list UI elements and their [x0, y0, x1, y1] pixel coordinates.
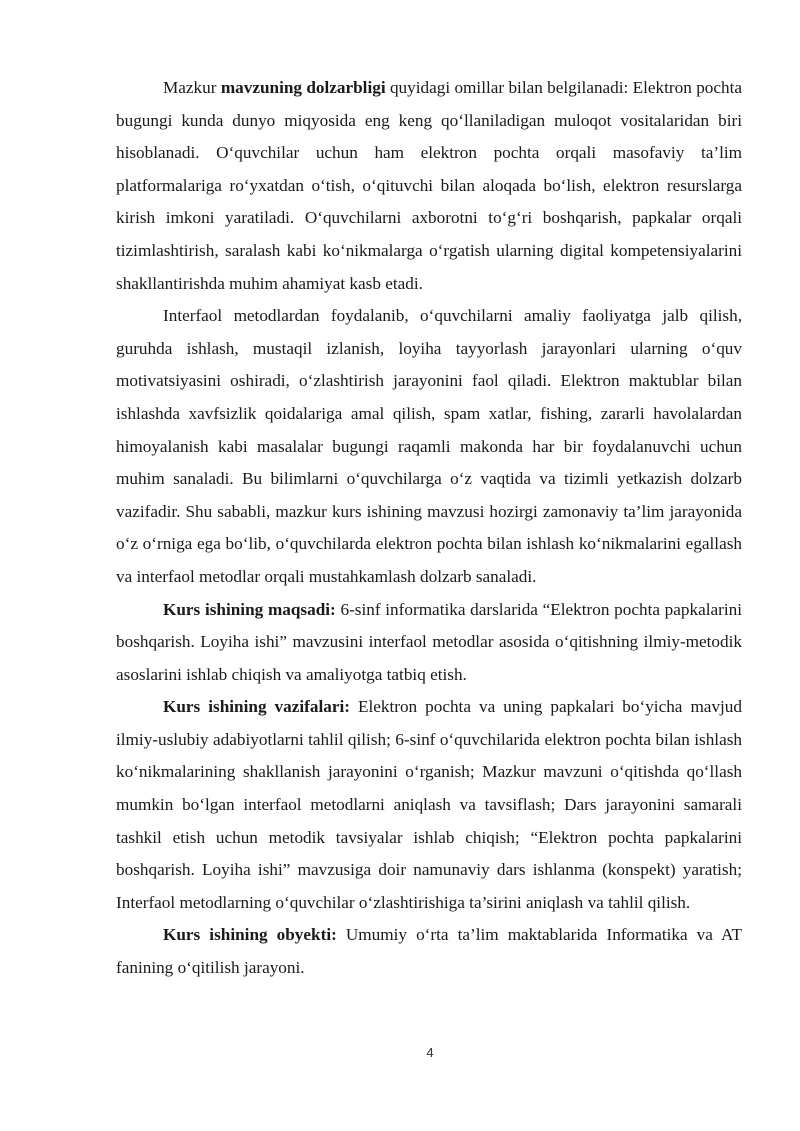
paragraph-text: Umumiy o‘rta ta’lim maktablarida Informatika va AT fanining o‘qitilish jarayoni.: [116, 925, 743, 978]
paragraph-obyekt: [116, 919, 742, 984]
paragraph-prefix: Mazkur: [163, 78, 221, 97]
paragraph-interfaol: [116, 300, 742, 593]
paragraph-text: Interfaol metodlardan foydalanib, o‘quvchilarni amaliy faoliyatga jalb qilish, guruhda ishlash, mustaqil izlanish, loyiha tayyorlash jarayonlari ularning o‘quv motivatsiyasini oshiradi, o‘zlashtirish jarayonini faol qiladi. Elektron maktublar bilan ishlashda xavfsizlik qoidalariga amal qilish, spam xatlar, fishing, zararli havolalardan himoyalanish kabi masalalar bugungi raqamli makonda har bir foydalanuvchi uchun muhim sanaladi. Bu bilimlarni o‘quvchilarga o‘z vaqtida va tizimli yetkazish dolzarb vazifadir. Shu sababli, mazkur kurs ishining mavzusi hozirgi zamonaviy ta’lim jarayonida o‘z o‘rniga ega bo‘lib, o‘quvchilarda elektron pochta bilan ishlash ko‘nikmalarini egallash va interfaol metodlar orqali mustahkamlash dolzarb sanaladi.: [116, 306, 742, 586]
page-body: [116, 72, 742, 985]
paragraph-maqsad: [116, 594, 742, 692]
paragraph-vazifalar: [116, 691, 742, 919]
paragraph-text: 6-sinf informatika darslarida “Elektron pochta papkalarini boshqarish. Loyiha ishi” mavzusini interfaol metodlar asosida o‘qitishning ilmiy-metodik asoslarini ishlab chiqish va amaliyotga tatbiq etish.: [116, 599, 742, 684]
paragraph-lead-bold: Kurs ishining obyekti:: [163, 925, 337, 945]
paragraph-lead-bold: mavzuning dolzarbligi: [220, 78, 386, 97]
paragraph-text: Elektron pochta va uning papkalari bo‘yicha mavjud ilmiy-uslubiy adabiyotlarni tahlil qilish; 6-sinf o‘quvchilarida elektron pochta bilan ishlash ko‘nikmalarining shakllanish jarayonini o‘rganish; Mazkur mavzuni o‘qitishda qo‘llash mumkin bo‘lgan interfaol metodlarni aniqlash va tavsiflash; Dars jarayonini samarali tashkil etish uchun metodik tavsiyalar ishlab chiqish; “Elektron pochta papkalarini boshqarish. Loyiha ishi” mavzusiga doir namunaviy dars ishlanma (konspekt) yaratish; Interfaol metodlarning o‘quvchilar o‘zlashtirishiga ta’sirini aniqlash va tahlil qilish.: [116, 697, 742, 912]
paragraph-dolzarblik: [116, 72, 742, 300]
page-number: 4: [426, 1045, 434, 1060]
paragraph-lead-bold: Kurs ishining maqsadi:: [163, 599, 336, 619]
paragraph-text: quyidagi omillar bilan belgilanadi: Elektron pochta bugungi kunda dunyo miqyosida eng keng qo‘llaniladigan muloqot vositalaridan biri hisoblanadi. O‘quvchilar uchun ham elektron pochta orqali masofaviy ta’lim platformalariga ro‘yxatdan o‘tish, o‘qituvchi bilan aloqada bo‘lish, elektron resurslarga kirish imkoni yaratiladi. O‘quvchilarni axborotni to‘g‘ri boshqarish, papkalar orqali tizimlashtirish, saralash kabi ko‘nikmalarga o‘rgatish ularning digital kompetensiyalarini shakllantirishda muhim ahamiyat kasb etadi.: [116, 78, 743, 293]
paragraph-lead-bold: Kurs ishining vazifalari:: [163, 697, 350, 717]
